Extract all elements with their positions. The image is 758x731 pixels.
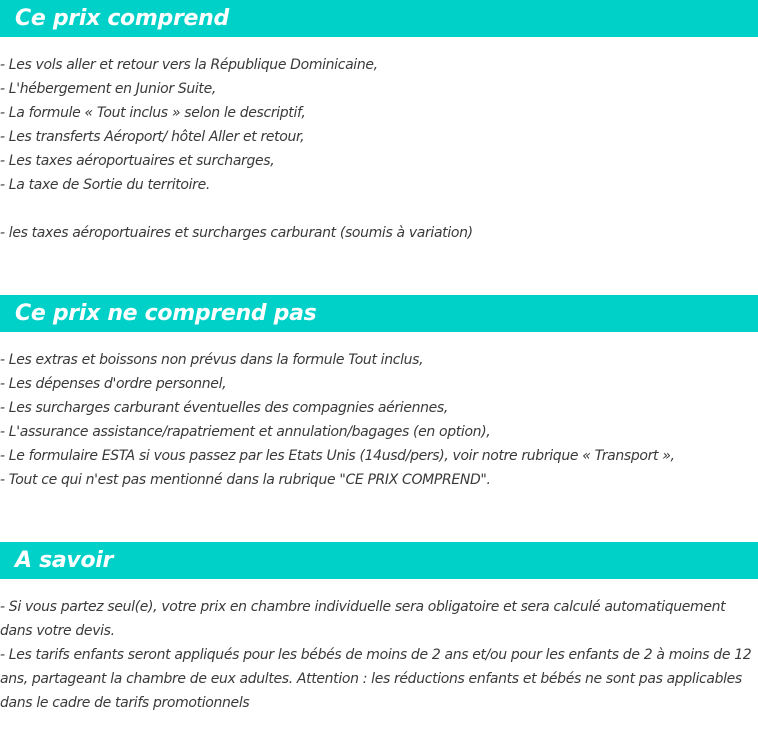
list-item: - Le formulaire ESTA si vous passez par les Etats Unis (14usd/pers), voir notre rubrique « Transport », bbox=[0, 448, 675, 464]
spacer bbox=[0, 197, 758, 221]
list-item: - La taxe de Sortie du territoire. bbox=[0, 177, 210, 193]
excluded-items-list bbox=[0, 332, 758, 492]
section-header-price-includes bbox=[0, 0, 758, 37]
list-item: - Tout ce qui n'est pas mentionné dans la rubrique "CE PRIX COMPREND". bbox=[0, 472, 491, 488]
list-item: - L'assurance assistance/rapatriement et annulation/bagages (en option), bbox=[0, 424, 491, 440]
list-item: - Les surcharges carburant éventuelles des compagnies aériennes, bbox=[0, 400, 448, 416]
list-item: - Les taxes aéroportuaires et surcharges, bbox=[0, 153, 275, 169]
list-item: - Les vols aller et retour vers la République Dominicaine, bbox=[0, 57, 378, 73]
section-good-to-know bbox=[0, 542, 758, 715]
note-item: - les taxes aéroportuaires et surcharges carburant (soumis à variation) bbox=[0, 225, 473, 241]
list-item: - La formule « Tout inclus » selon le descriptif, bbox=[0, 105, 306, 121]
list-item: - L'hébergement en Junior Suite, bbox=[0, 81, 216, 97]
section-price-includes bbox=[0, 0, 758, 245]
info-paragraph: - Si vous partez seul(e), votre prix en chambre individuelle sera obligatoire et sera calculé automatiquement dans votre devis. bbox=[0, 599, 726, 639]
info-paragraph: - Les tarifs enfants seront appliqués pour les bébés de moins de 2 ans et/ou pour les enfants de 2 à moins de 12 ans, partageant la chambre de eux adultes. Attention : les réductions enfants et bébés ne sont pas applicables dans le cadre de tarifs promotionnels bbox=[0, 647, 752, 711]
section-title: Ce prix ne comprend pas bbox=[15, 301, 317, 326]
list-item: - Les transferts Aéroport/ hôtel Aller et retour, bbox=[0, 129, 305, 145]
list-item: - Les extras et boissons non prévus dans la formule Tout inclus, bbox=[0, 352, 424, 368]
good-to-know-text bbox=[0, 579, 758, 715]
section-title: Ce prix comprend bbox=[15, 6, 229, 31]
section-header-good-to-know bbox=[0, 542, 758, 579]
list-item: - Les dépenses d'ordre personnel, bbox=[0, 376, 227, 392]
included-items-list bbox=[0, 37, 758, 245]
section-price-excludes bbox=[0, 295, 758, 492]
section-title: A savoir bbox=[15, 548, 114, 573]
section-header-price-excludes bbox=[0, 295, 758, 332]
